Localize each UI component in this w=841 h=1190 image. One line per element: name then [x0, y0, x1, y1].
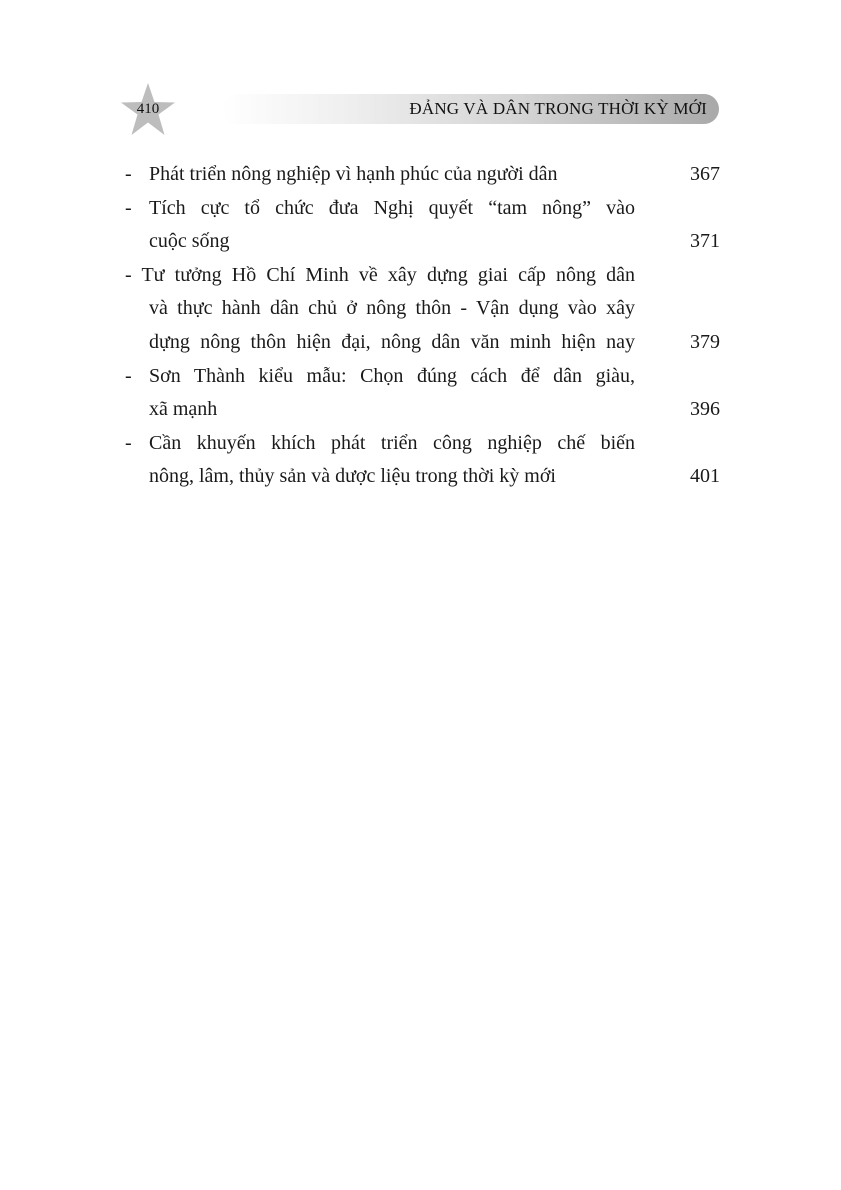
- toc-entry-title: Phát triển nông nghiệp vì hạnh phúc của người dân: [149, 163, 558, 185]
- toc-entry-title: - Tư tưởng Hồ Chí Minh về xây dựng giai cấp nông dân: [125, 263, 635, 286]
- toc-entry-title: Sơn Thành kiểu mẫu: Chọn đúng cách để dân giàu,: [149, 364, 635, 387]
- toc-entry-title: xã mạnh: [149, 398, 218, 421]
- toc-entry-continuation[interactable]: [0, 393, 841, 427]
- toc-page-number: 371: [690, 230, 720, 253]
- bullet-dash: -: [125, 196, 132, 219]
- toc-entry[interactable]: [0, 259, 841, 293]
- toc-entry[interactable]: [0, 427, 841, 461]
- bullet-dash: -: [125, 364, 132, 387]
- toc-page-number: 367: [690, 163, 720, 185]
- toc-entry[interactable]: [0, 360, 841, 394]
- page-number: 410: [136, 101, 160, 117]
- toc-page-number: 379: [690, 330, 720, 353]
- toc-page-number: 396: [690, 398, 720, 421]
- toc-entry[interactable]: [0, 158, 841, 192]
- toc-entry-continuation[interactable]: [0, 326, 841, 360]
- bullet-dash: -: [125, 163, 132, 185]
- toc-entry[interactable]: [0, 192, 841, 226]
- toc-page-number: 401: [690, 465, 720, 488]
- toc-entry-title: dựng nông thôn hiện đại, nông dân văn minh hiện nay: [149, 330, 635, 353]
- toc-entry-title: Cần khuyến khích phát triển công nghiệp chế biến: [149, 431, 635, 454]
- toc-entry-title: và thực hành dân chủ ở nông thôn - Vận dụng vào xây: [149, 297, 635, 320]
- toc-entry-title: nông, lâm, thủy sản và dược liệu trong thời kỳ mới: [149, 465, 556, 488]
- page-header: [0, 0, 841, 150]
- toc-entry-continuation[interactable]: [0, 460, 841, 494]
- toc-entry-continuation[interactable]: [0, 225, 841, 259]
- toc-entry-title: cuộc sống: [149, 230, 230, 253]
- running-header-bar: [222, 94, 719, 124]
- bullet-dash: -: [125, 431, 132, 454]
- running-title: ĐẢNG VÀ DÂN TRONG THỜI KỲ MỚI: [409, 99, 707, 118]
- toc-entry-title: Tích cực tổ chức đưa Nghị quyết “tam nông” vào: [149, 196, 635, 219]
- toc-entry-continuation[interactable]: [0, 292, 841, 326]
- table-of-contents: [0, 158, 841, 494]
